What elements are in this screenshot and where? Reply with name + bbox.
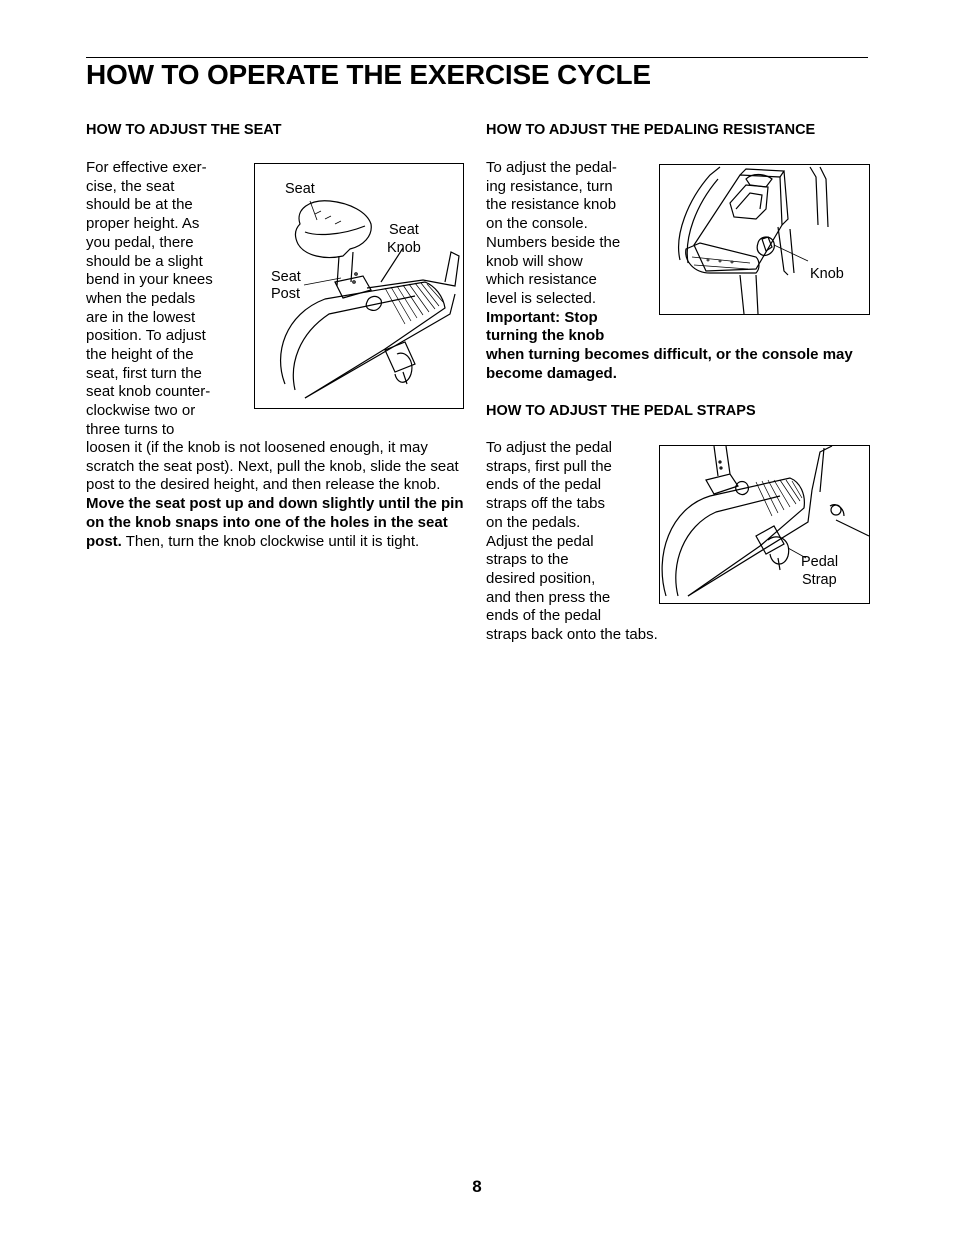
seat-line: should be at the (86, 196, 193, 214)
seat-heading: HOW TO ADJUST THE SEAT (86, 122, 282, 138)
straps-line: straps to the (486, 551, 569, 569)
label-seat-post-line1: Seat (271, 269, 301, 285)
seat-line: the height of the (86, 346, 194, 364)
resistance-line: To adjust the pedal- (486, 159, 617, 176)
seat-line: position. To adjust (86, 327, 206, 345)
straps-line: straps back onto the tabs. (486, 626, 658, 644)
straps-text (486, 439, 686, 645)
resistance-line: which resistance (486, 271, 597, 289)
console-illustration (660, 165, 869, 314)
resistance-line: on the console. (486, 215, 588, 233)
console-figure (659, 164, 870, 315)
seat-line: when the pedals (86, 289, 196, 307)
label-seat-post-line2: Post (271, 286, 301, 302)
page-number: 8 (472, 1177, 482, 1196)
seat-line: proper height. As (86, 215, 200, 233)
label-pedal-strap-line1: Pedal (801, 554, 839, 570)
resistance-narrow-text (486, 159, 658, 346)
seat-figure (254, 163, 464, 409)
resistance-bold-line: Important: Stop (486, 308, 598, 326)
straps-line: Adjust the pedal (486, 532, 594, 550)
seat-wide-text-1: loosen it (if the knob is not loosened enough, it may scratch the seat post). Next, pull the knob, slide the seat post to the desired height, and then release the knob. (86, 439, 459, 494)
straps-line: desired position, (486, 569, 596, 587)
straps-line: straps, first pull the (486, 457, 612, 475)
seat-line: should be a slight (86, 252, 203, 270)
straps-line: ends of the pedal (486, 476, 602, 494)
resistance-bold-line: turning the knob (486, 327, 605, 345)
resistance-bold-wide: when turning becomes difficult, or the console may become damaged. (486, 346, 853, 382)
label-seat-knob-line1: Seat (389, 222, 419, 238)
straps-line: on the pedals. (486, 513, 581, 531)
seat-line: are in the lowest (86, 308, 196, 326)
resistance-line: level is selected. (486, 289, 597, 307)
seat-line: For effective exer- (86, 159, 207, 176)
pedal-figure (659, 445, 870, 604)
seat-line: cise, the seat (86, 177, 175, 195)
seat-line: you pedal, there (86, 233, 194, 251)
straps-line: and then press the (486, 588, 611, 606)
straps-line: ends of the pedal (486, 607, 602, 625)
seat-wide-text (86, 439, 468, 551)
seat-line: clockwise two or (86, 402, 196, 420)
pedal-illustration (660, 446, 869, 603)
straps-heading: HOW TO ADJUST THE PEDAL STRAPS (486, 403, 756, 419)
seat-wide-bold: Move the seat post up and down slightly until the pin on the knob snaps into one of the holes in the seat post. (86, 495, 464, 550)
seat-line: bend in your knees (86, 271, 213, 289)
seat-line: seat, first turn the (86, 364, 202, 382)
resistance-heading: HOW TO ADJUST THE PEDALING RESISTANCE (486, 122, 816, 138)
label-pedal-strap-line2: Strap (802, 572, 837, 588)
seat-line: seat knob counter- (86, 383, 211, 401)
page-title: HOW TO OPERATE THE EXERCISE CYCLE (86, 59, 651, 90)
label-seat: Seat (285, 181, 315, 197)
seat-narrow-text (86, 159, 254, 440)
seat-wide-text-2: Then, turn the knob clockwise until it is tight. (121, 532, 420, 550)
seat-line: three turns to (86, 420, 175, 438)
resistance-line: Numbers beside the (486, 233, 621, 251)
label-knob: Knob (810, 266, 844, 282)
straps-line: To adjust the pedal (486, 439, 612, 456)
resistance-line: the resistance knob (486, 196, 617, 214)
straps-line: straps off the tabs (486, 495, 605, 513)
resistance-line: ing resistance, turn (486, 177, 613, 195)
label-seat-knob-line2: Knob (387, 240, 421, 256)
resistance-line: knob will show (486, 252, 583, 270)
